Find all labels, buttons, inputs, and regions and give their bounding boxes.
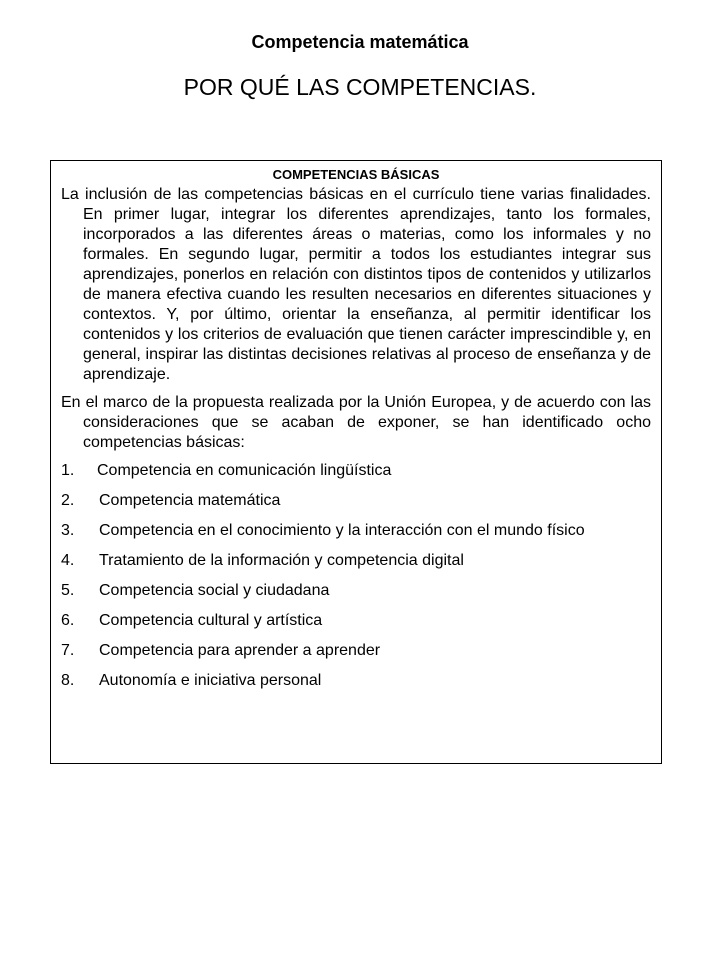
list-item-text: Competencia para aprender a aprender [99,642,381,659]
list-item [61,611,651,631]
context-paragraph: En el marco de la propuesta realizada por la Unión Europea, y de acuerdo con las consideraciones que se acaban de exponer, se han identificado ocho competencias básicas: [61,394,651,451]
list-item-number: 2. [61,492,75,509]
list-item [61,641,651,661]
page-title: Competencia matemática [251,32,469,52]
list-item [61,491,651,511]
list-item-number: 3. [61,522,75,539]
list-item-text: Competencia matemática [99,492,281,509]
competencias-list [61,461,651,691]
competencias-box [50,160,662,764]
page-subtitle: POR QUÉ LAS COMPETENCIAS. [183,74,537,100]
list-item-number: 1. [61,462,75,479]
list-item-text: Autonomía e iniciativa personal [99,672,322,689]
list-item-number: 5. [61,582,75,599]
list-item [61,461,651,481]
list-item-text: Competencia en el conocimiento y la interacción con el mundo físico [99,522,585,539]
list-item [61,551,651,571]
list-item-text: Competencia social y ciudadana [99,582,330,599]
list-item-number: 6. [61,612,75,629]
list-item-text: Competencia en comunicación lingüística [97,462,392,479]
list-item [61,581,651,601]
list-item-text: Tratamiento de la información y competencia digital [99,552,464,569]
list-item [61,671,651,691]
list-item-number: 4. [61,552,75,569]
list-item-number: 7. [61,642,75,659]
list-item-number: 8. [61,672,75,689]
intro-paragraph: La inclusión de las competencias básicas en el currículo tiene varias finalidades. En primer lugar, integrar los diferentes aprendizajes, tanto los formales, incorporados a las diferentes áreas o materias, como los informales y no formales. En segundo lugar, permitir a todos los estudiantes integrar sus aprendizajes, ponerlos en relación con distintos tipos de contenidos y utilizarlos de manera efectiva cuando les resulten necesarios en diferentes situaciones y contextos. Y, por último, orientar la enseñanza, al permitir identificar los contenidos y los criterios de evaluación que tienen carácter imprescindible y, en general, inspirar las distintas decisiones relativas al proceso de enseñanza y de aprendizaje. [61,186,651,383]
list-item-text: Competencia cultural y artística [99,612,323,629]
box-heading: COMPETENCIAS BÁSICAS [272,167,440,182]
list-item [61,521,651,541]
